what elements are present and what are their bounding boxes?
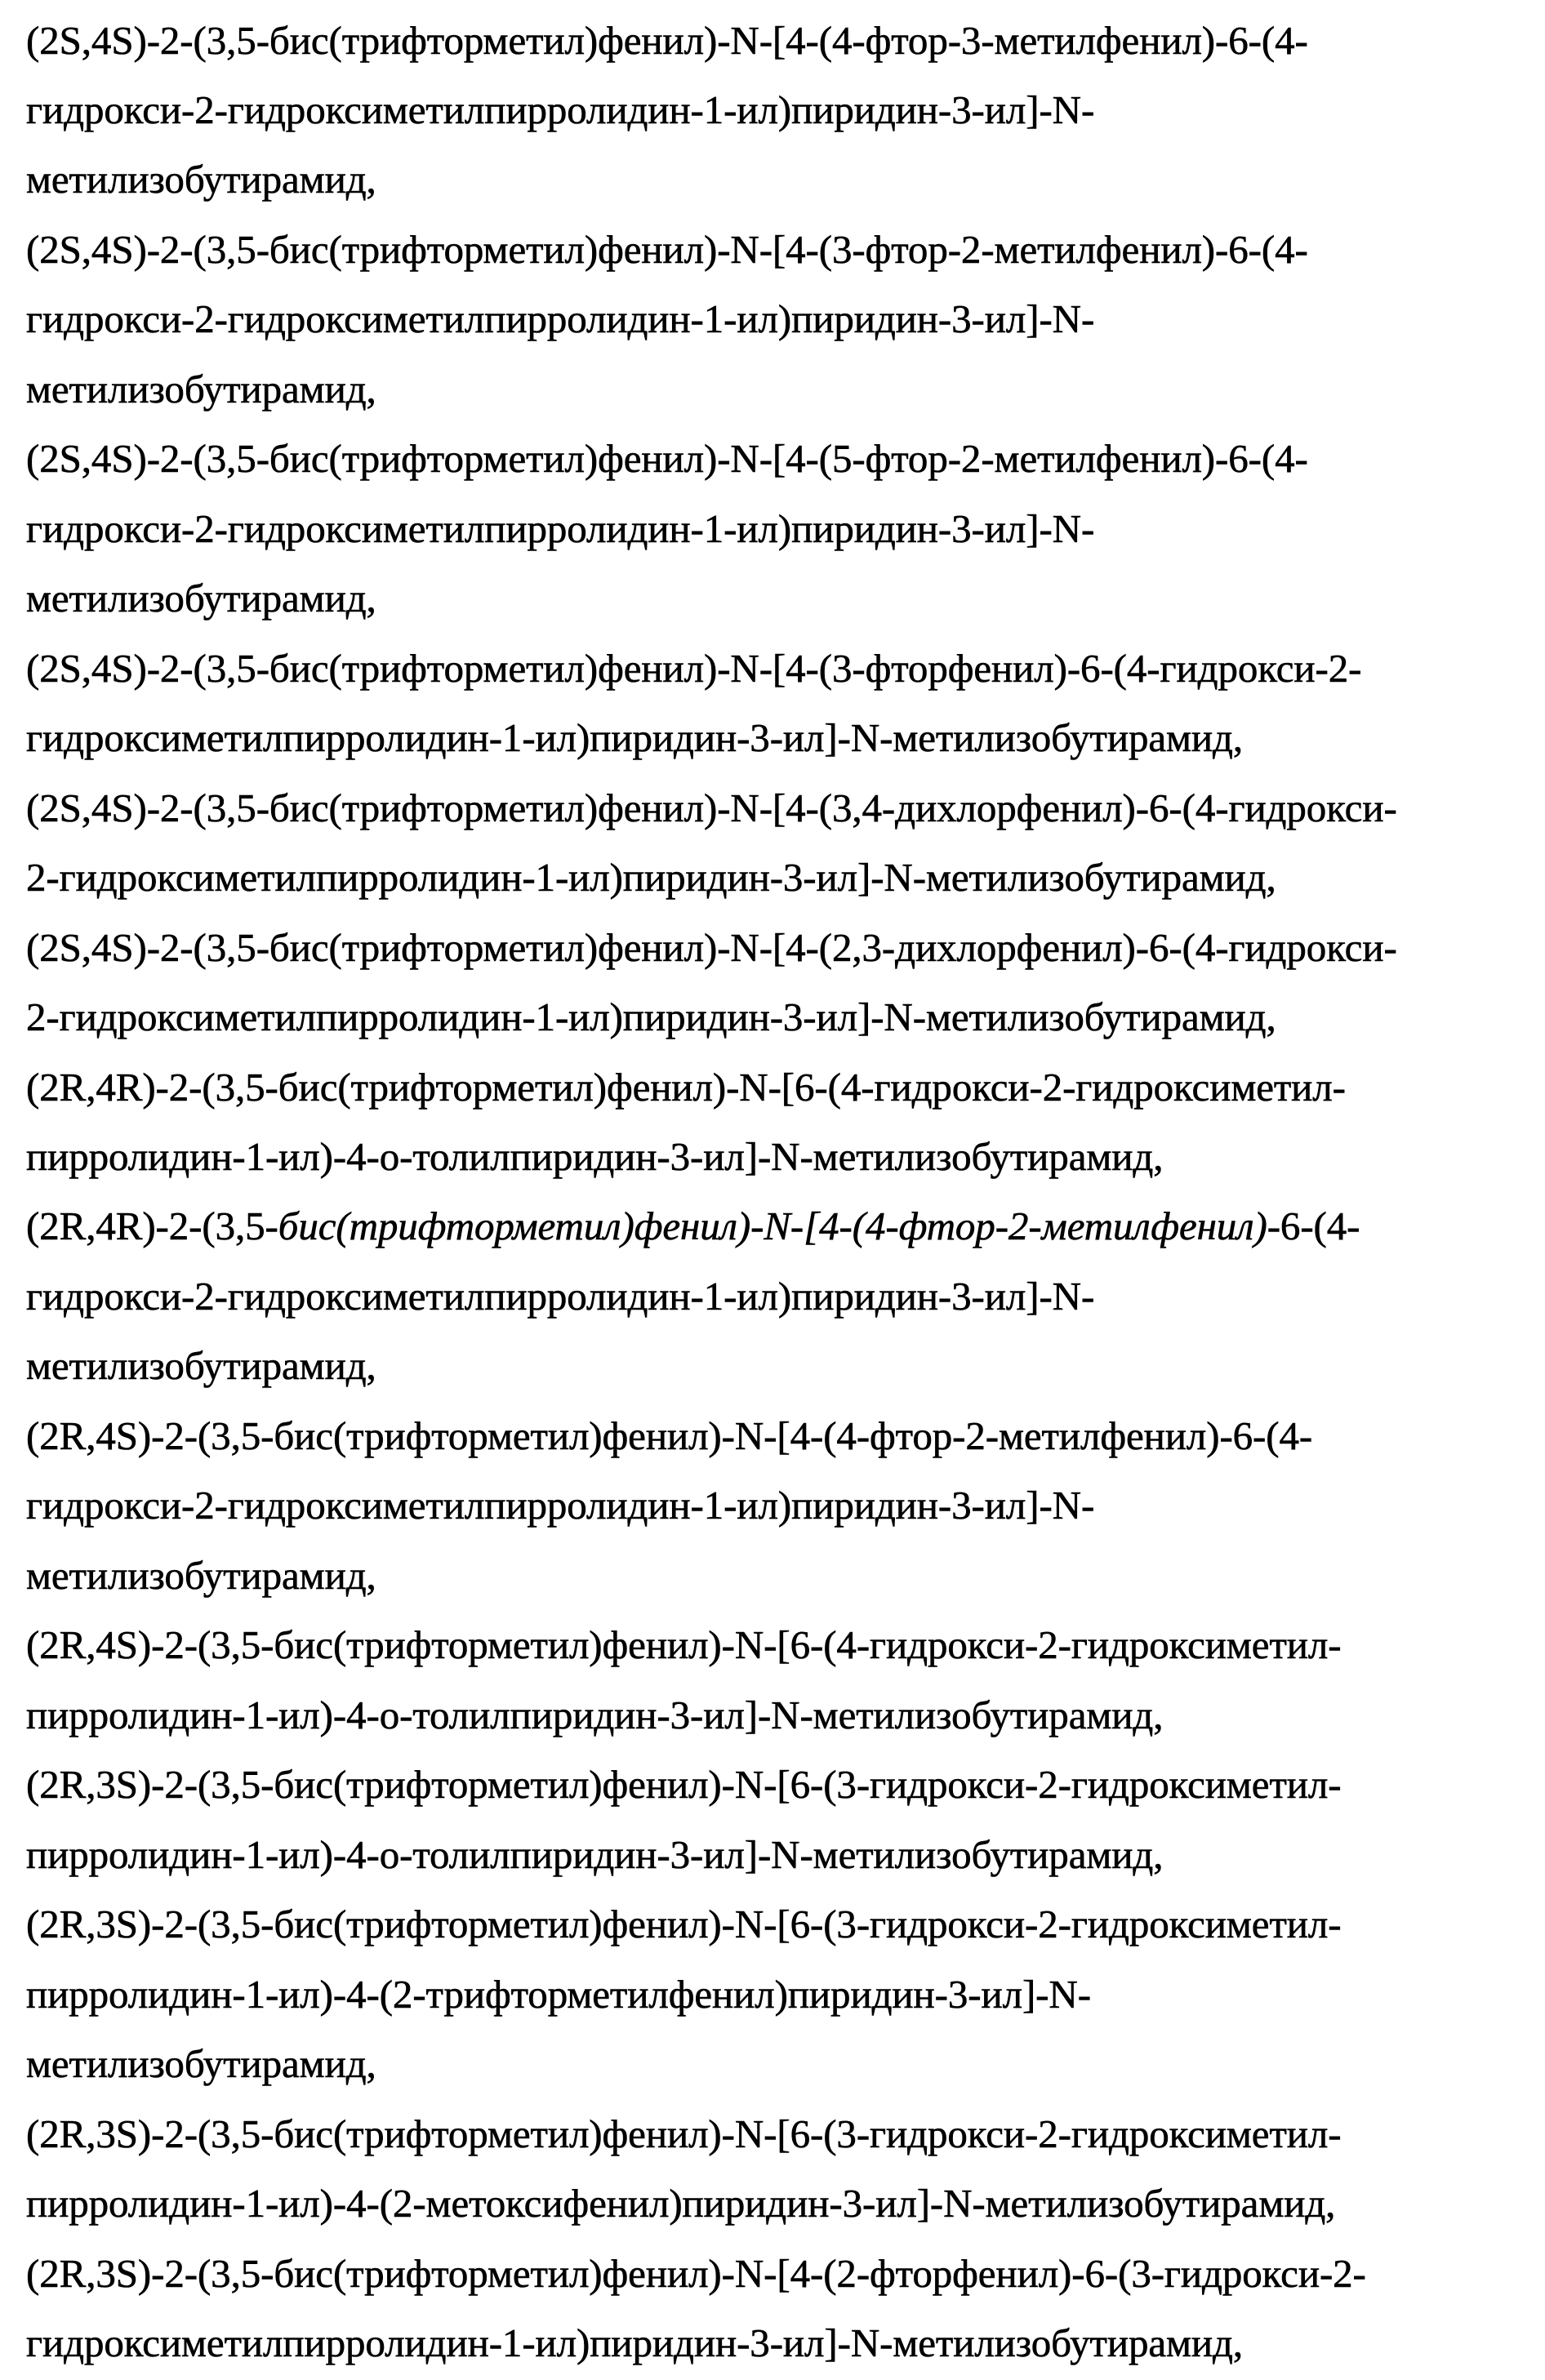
text-segment: (2R,4R)-2-(3,5- (26, 1203, 278, 1248)
text-line: (2S,4S)-2-(3,5-бис(трифторметил)фенил)-N-[4-(3-фторфенил)-6-(4-гидрокси-2- (26, 646, 1362, 691)
text-line: (2R,4S)-2-(3,5-бис(трифторметил)фенил)-N-[6-(4-гидрокси-2-гидроксиметил- (26, 1622, 1342, 1667)
text-line: (2S,4S)-2-(3,5-бис(трифторметил)фенил)-N-[4-(5-фтор-2-метилфенил)-6-(4- (26, 436, 1308, 481)
text-line: (2R,3S)-2-(3,5-бис(трифторметил)фенил)-N-[6-(3-гидрокси-2-гидроксиметил- (26, 1902, 1342, 1946)
text-line: метилизобутирамид, (26, 2041, 376, 2086)
text-line: 2-гидроксиметилпирролидин-1-ил)пиридин-3-ил]-N-метилизобутирамид, (26, 855, 1276, 900)
text-line: гидрокси-2-гидроксиметилпирролидин-1-ил)пиридин-3-ил]-N- (26, 296, 1095, 341)
text-line: пирролидин-1-ил)-4-(2-метоксифенил)пиридин-3-ил]-N-метилизобутирамид, (26, 2181, 1336, 2226)
text-line: гидроксиметилпирролидин-1-ил)пиридин-3-ил]-N-метилизобутирамид, (26, 2320, 1244, 2365)
text-line: гидрокси-2-гидроксиметилпирролидин-1-ил)пиридин-3-ил]-N- (26, 87, 1095, 132)
text-line: метилизобутирамид, (26, 1343, 376, 1388)
text-line: (2S,4S)-2-(3,5-бис(трифторметил)фенил)-N-[4-(3,4-дихлорфенил)-6-(4-гидрокси- (26, 785, 1397, 830)
text-line: 2-гидроксиметилпирролидин-1-ил)пиридин-3-ил]-N-метилизобутирамид, (26, 994, 1276, 1039)
text-line: пирролидин-1-ил)-4-о-толилпиридин-3-ил]-N-метилизобутирамид, (26, 1693, 1164, 1737)
text-line: (2R,3S)-2-(3,5-бис(трифторметил)фенил)-N-[4-(2-фторфенил)-6-(3-гидрокси-2- (26, 2251, 1366, 2296)
text-line: гидрокси-2-гидроксиметилпирролидин-1-ил)пиридин-3-ил]-N- (26, 1274, 1095, 1319)
text-line: метилизобутирамид, (26, 367, 376, 411)
text-line: пирролидин-1-ил)-4-о-толилпиридин-3-ил]-N-метилизобутирамид, (26, 1134, 1164, 1179)
text-segment: -6-(4- (1267, 1203, 1360, 1248)
text-line: гидроксиметилпирролидин-1-ил)пиридин-3-ил]-N-метилизобутирамид, (26, 715, 1244, 760)
text-line: метилизобутирамид, (26, 157, 376, 202)
text-line: (2S,4S)-2-(3,5-бис(трифторметил)фенил)-N-[4-(2,3-дихлорфенил)-6-(4-гидрокси- (26, 925, 1397, 970)
text-line: пирролидин-1-ил)-4-(2-трифторметилфенил)пиридин-3-ил]-N- (26, 1972, 1091, 2017)
text-line: гидрокси-2-гидроксиметилпирролидин-1-ил)пиридин-3-ил]-N- (26, 506, 1095, 551)
text-line: (2R,3S)-2-(3,5-бис(трифторметил)фенил)-N-[6-(3-гидрокси-2-гидроксиметил- (26, 1762, 1342, 1807)
italic-text-segment: бис(трифторметил)фенил)-N-[4-(4-фтор-2-метилфенил) (278, 1203, 1267, 1248)
text-line: гидрокси-2-гидроксиметилпирролидин-1-ил)пиридин-3-ил]-N- (26, 1483, 1095, 1528)
text-line: (2R,4S)-2-(3,5-бис(трифторметил)фенил)-N-[4-(4-фтор-2-метилфенил)-6-(4- (26, 1413, 1313, 1458)
text-line: (2R,4R)-2-(3,5-бис(трифторметил)фенил)-N-[6-(4-гидрокси-2-гидроксиметил- (26, 1065, 1346, 1110)
text-line: метилизобутирамид, (26, 576, 376, 621)
text-line: метилизобутирамид, (26, 1553, 376, 1598)
text-line: (2S,4S)-2-(3,5-бис(трифторметил)фенил)-N-[4-(4-фтор-3-метилфенил)-6-(4- (26, 18, 1308, 63)
text-line: пирролидин-1-ил)-4-о-толилпиридин-3-ил]-N-метилизобутирамид, (26, 1832, 1164, 1877)
text-line: (2S,4S)-2-(3,5-бис(трифторметил)фенил)-N-[4-(3-фтор-2-метилфенил)-6-(4- (26, 227, 1308, 272)
text-line-mixed-italic (26, 1202, 1360, 1251)
text-line: (2R,3S)-2-(3,5-бис(трифторметил)фенил)-N-[6-(3-гидрокси-2-гидроксиметил- (26, 2111, 1342, 2156)
